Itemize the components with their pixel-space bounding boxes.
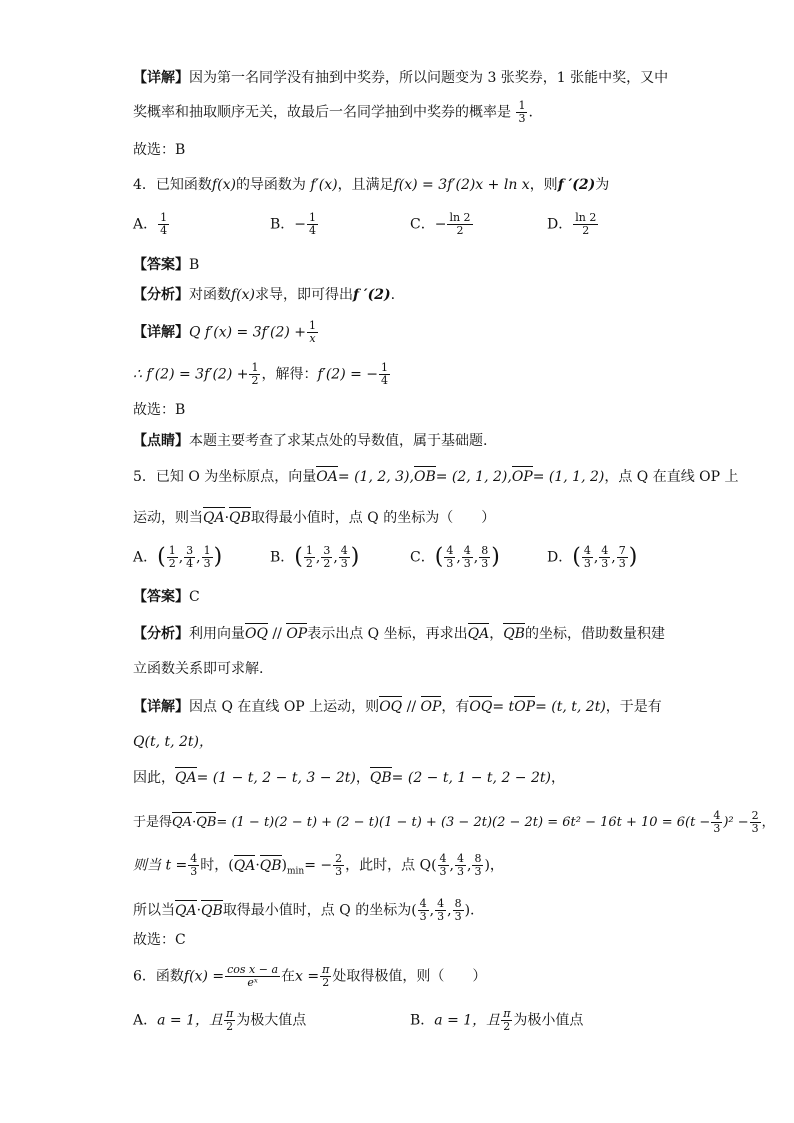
detail-tag: 【详解】 (133, 70, 189, 86)
coordinate-fraction: $\frac{3}{4}$ (186, 544, 194, 570)
q5-detail-line4: 于是得QA·QB= (1 − t)(2 − t) + (2 − t)(1 − t) + (3 − 2t)(2 − 2t) = 6t² − 16t + 10 = 6(t − $\frac{4}{3}$ )² − $\frac{2}{3}$ ， (133, 809, 775, 835)
right-paren: ) (628, 544, 638, 570)
q4-comment: 【点睛】本题主要考查了求某点处的导数值，属于基础题. (133, 433, 488, 449)
q4-option-c: C．− $\frac{\ln 2}{2}$ (410, 211, 471, 237)
right-paren: ) (350, 544, 360, 570)
q5-analysis-line2: 立函数关系即可求解. (133, 661, 264, 677)
q3-detail-text1: 因为第一名同学没有抽到中奖券，所以问题变为 3 张奖券，1 张能中奖，又中 (189, 70, 669, 86)
q3-detail-line1 (133, 68, 668, 88)
q5-option-d: D．( $\frac{4}{3}$ , $\frac{4}{3}$ , $\frac{7}{3}$ ) (547, 544, 638, 570)
coordinate-fraction: $\frac{7}{3}$ (618, 544, 626, 570)
q5-choice: 故选：C (133, 932, 186, 948)
q6-option-a: A．a = 1，且 $\frac{\pi}{2}$ 为极大值点 (133, 1007, 307, 1033)
q5-detail-line5: 则当 t = $\frac{4}{3}$ 时，$(QA\cdot QB)_{min}=$ − $\frac{2}{3}$ ，此时，点 Q( $\frac{4}{3}$ , $\frac{4}{3}$ , $\frac{8}{3}$ )， (133, 852, 504, 878)
q3-detail-text2: 奖概率和抽取顺序无关，故最后一名同学抽到中奖券的概率是 (133, 104, 511, 121)
option-label: C． (410, 549, 435, 566)
q4-option-a: A． $\frac{1}{4}$ (133, 211, 168, 237)
right-paren: ) (491, 544, 500, 570)
coordinate-fraction: $\frac{1}{3}$ (203, 544, 211, 570)
q4-stem: 4．已知函数f(x)的导函数为 f′(x)，且满足f(x) = 3f′(2)x + ln x，则f ′(2)为 (133, 177, 610, 193)
option-label: D． (547, 549, 573, 566)
q4-detail-line2: ∴ f′(2) = 3f′(2) + $\frac{1}{2}$ ，解得：f′(2) = − $\frac{1}{4}$ (133, 361, 389, 387)
q4-choice: 故选：B (133, 402, 186, 418)
q5-answer: 【答案】C (133, 589, 200, 605)
coordinate-fraction: $\frac{4}{3}$ (583, 544, 591, 570)
left-paren: ( (157, 544, 166, 570)
q5-option-c: C．( $\frac{4}{3}$ , $\frac{4}{3}$ , $\frac{8}{3}$ ) (410, 544, 500, 570)
q5-option-a: A．( $\frac{1}{2}$ , $\frac{3}{4}$ , $\frac{1}{3}$ ) (133, 544, 223, 570)
q4-option-d: D． $\frac{\ln 2}{2}$ (547, 211, 597, 237)
q5-detail-line3: 因此，QA= (1 − t, 2 − t, 3 − 2t)，QB= (2 − t, 1 − t, 2 − 2t)， (133, 770, 565, 786)
q6-option-b: B．a = 1，且 $\frac{\pi}{2}$ 为极小值点 (410, 1007, 584, 1033)
coordinate-fraction: $\frac{4}{3}$ (463, 544, 471, 570)
q3-choice: 故选：B (133, 142, 186, 158)
q4-analysis: 【分析】对函数f(x)求导，即可得出f ′(2). (133, 287, 396, 303)
q3-prob-fraction: $\frac{1}{3}$ (518, 99, 526, 125)
coordinate-fraction: $\frac{4}{3}$ (601, 544, 609, 570)
q4-option-b: B．− $\frac{1}{4}$ (270, 211, 317, 237)
q4-answer: 【答案】B (133, 257, 200, 273)
right-paren: ) (213, 544, 223, 570)
coordinate-fraction: $\frac{4}{3}$ (340, 544, 348, 570)
q5-detail-line2: Q(t, t, 2t)， (133, 734, 213, 750)
coordinate-fraction: $\frac{3}{2}$ (323, 544, 331, 570)
left-paren: ( (572, 544, 581, 570)
option-label: B． (270, 549, 295, 566)
q5-stem-line1: 5．已知 O 为坐标原点，向量OA= (1, 2, 3),OB= (2, 1, 2),OP= (1, 1, 2)，点 Q 在直线 OP 上 (133, 469, 739, 485)
q3-detail-line2: 奖概率和抽取顺序无关，故最后一名同学抽到中奖券的概率是 $\frac{1}{3}$ . (133, 99, 533, 125)
coordinate-fraction: $\frac{4}{3}$ (446, 544, 454, 570)
q5-option-b: B．( $\frac{1}{2}$ , $\frac{3}{2}$ , $\frac{4}{3}$ ) (270, 544, 360, 570)
left-paren: ( (294, 544, 303, 570)
q5-analysis-line1: 【分析】利用向量OQ // OP表示出点 Q 坐标，再求出QA，QB的坐标，借助数量积建 (133, 626, 665, 642)
coordinate-fraction: $\frac{1}{2}$ (305, 544, 313, 570)
coordinate-fraction: $\frac{8}{3}$ (481, 544, 489, 570)
q5-detail-line1: 【详解】因点 Q 在直线 OP 上运动，则OQ // OP，有OQ= tOP= (t, t, 2t)，于是有 (133, 699, 662, 715)
coordinate-fraction: $\frac{1}{2}$ (168, 544, 176, 570)
q5-detail-line6: 所以当QA·QB取得最小值时，点 Q 的坐标为( $\frac{4}{3}$ , $\frac{4}{3}$ , $\frac{8}{3}$ ). (133, 897, 475, 923)
q5-stem-line2: 运动，则当QA·QB取得最小值时，点 Q 的坐标为（ ） (133, 510, 496, 526)
q4-detail-line1: 【详解】Q f′(x) = 3f′(2) + $\frac{1}{x}$ (133, 319, 317, 345)
left-paren: ( (434, 544, 444, 570)
option-label: A． (133, 549, 158, 566)
q6-stem: 6．函数f(x) = $\frac{\text{cos x − a}}{\text{eˣ}}$ 在x = $\frac{\pi}{2}$ 处取得极值，则（ ） (133, 963, 487, 989)
